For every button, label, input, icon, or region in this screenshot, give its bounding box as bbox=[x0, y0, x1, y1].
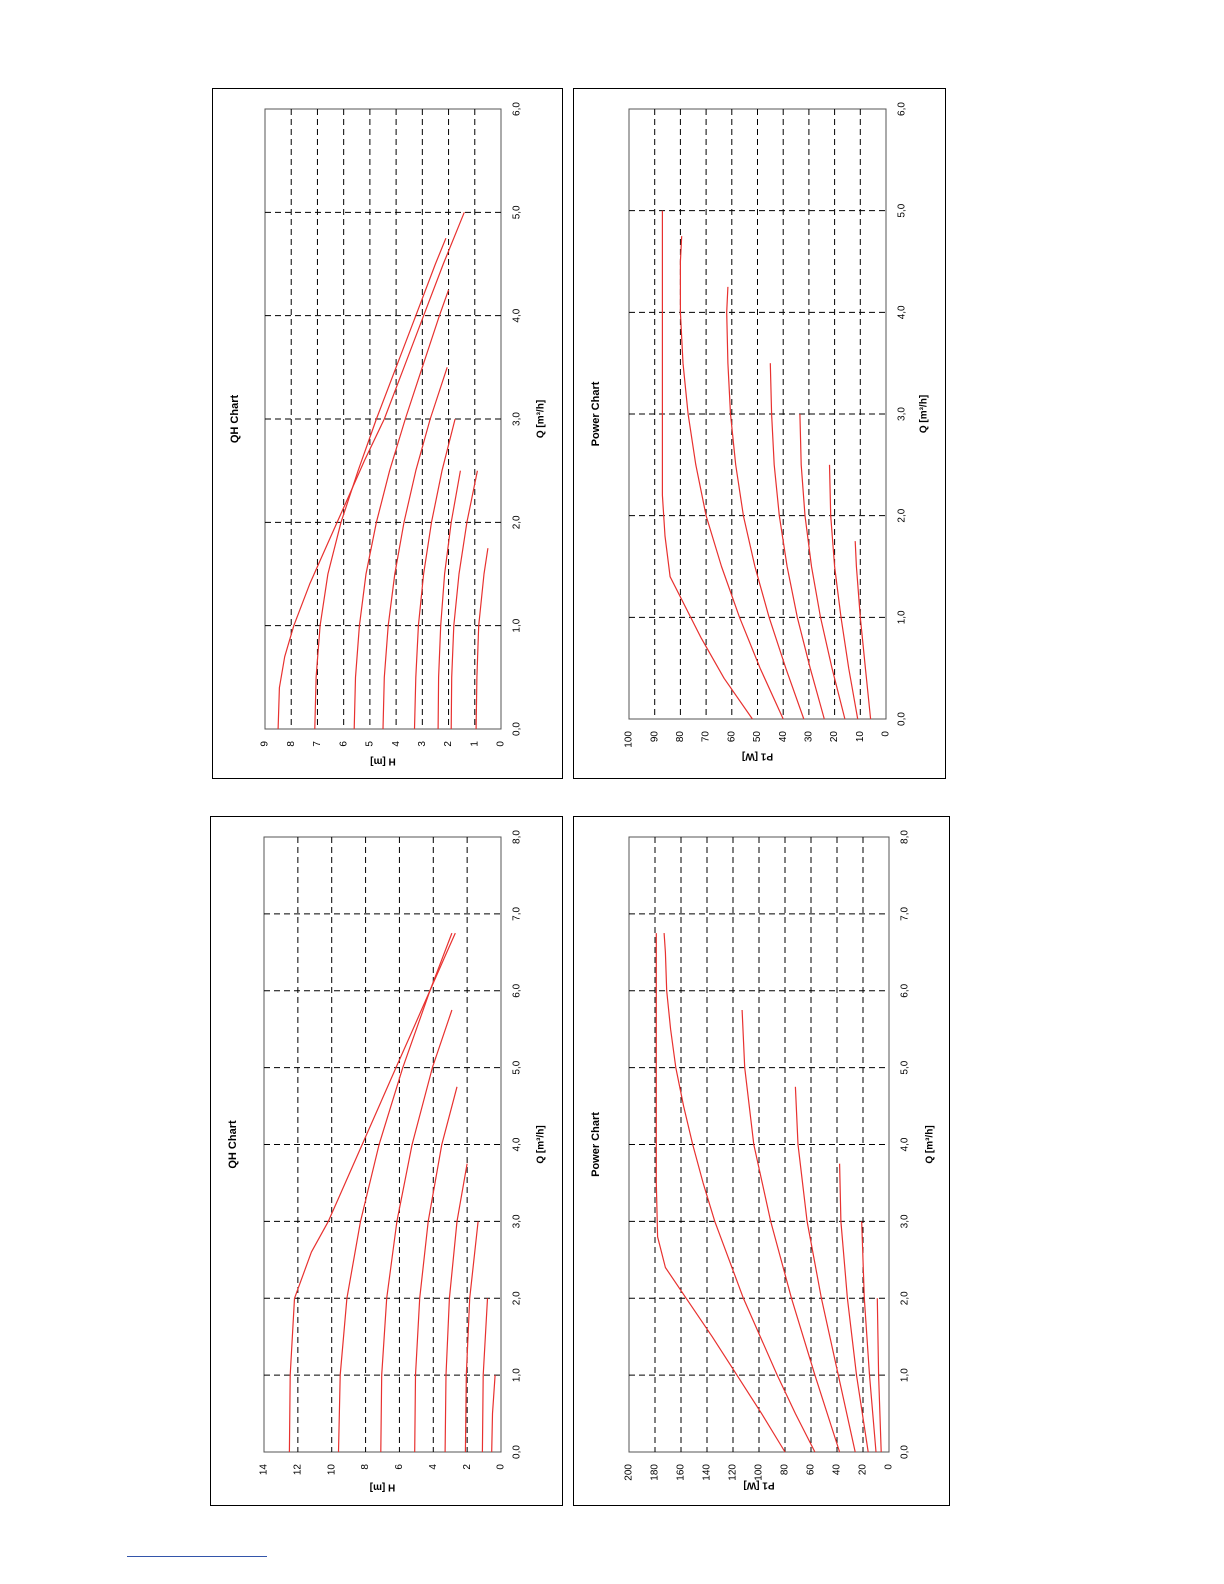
x-tick-label: 7,0 bbox=[899, 906, 911, 921]
y-tick-label: 10 bbox=[326, 1464, 338, 1476]
series-line-8 bbox=[476, 548, 488, 729]
qh-chart-1 bbox=[213, 89, 562, 778]
y-tick-label: 90 bbox=[649, 731, 661, 743]
series-line-2 bbox=[664, 933, 815, 1452]
x-axis-label: Q [m³/h] bbox=[535, 1125, 547, 1164]
y-tick-label: 100 bbox=[753, 1464, 765, 1481]
x-axis-label: Q [m³/h] bbox=[535, 399, 547, 439]
y-tick-label: 40 bbox=[831, 1464, 843, 1476]
x-tick-label: 7,0 bbox=[511, 906, 523, 921]
x-tick-label: 8,0 bbox=[511, 830, 523, 844]
series-line-7 bbox=[855, 541, 870, 719]
x-tick-label: 4,0 bbox=[896, 305, 908, 320]
y-tick-label: 140 bbox=[701, 1464, 713, 1481]
y-tick-label: 0 bbox=[495, 1464, 507, 1470]
y-tick-label: 8 bbox=[285, 741, 297, 747]
x-tick-label: 1,0 bbox=[511, 1368, 523, 1383]
series-line-1 bbox=[289, 933, 455, 1452]
series-line-3 bbox=[727, 287, 804, 719]
series-line-8 bbox=[492, 1375, 495, 1452]
y-axis-label: P1 [W] bbox=[741, 750, 774, 762]
series-line-1 bbox=[278, 212, 464, 729]
x-tick-label: 0,0 bbox=[899, 1445, 911, 1459]
x-tick-label: 6,0 bbox=[511, 983, 523, 998]
y-tick-label: 80 bbox=[779, 1464, 791, 1476]
y-tick-label: 20 bbox=[857, 1464, 869, 1476]
y-axis-label: H [m] bbox=[370, 755, 396, 767]
y-tick-label: 2 bbox=[461, 1464, 473, 1470]
y-tick-label: 40 bbox=[777, 731, 789, 743]
y-tick-label: 50 bbox=[752, 731, 764, 743]
y-tick-label: 0 bbox=[495, 741, 507, 747]
series-line-1 bbox=[662, 211, 752, 719]
y-tick-label: 8 bbox=[360, 1464, 372, 1470]
power-chart-panel-2 bbox=[573, 816, 950, 1506]
y-tick-label: 30 bbox=[803, 731, 815, 743]
x-axis-label: Q [m³/h] bbox=[924, 1125, 936, 1164]
series-line-7 bbox=[451, 471, 477, 729]
x-tick-label: 4,0 bbox=[899, 1137, 911, 1152]
chart-title: QH Chart bbox=[226, 1120, 239, 1169]
y-tick-label: 80 bbox=[675, 731, 687, 743]
y-tick-label: 200 bbox=[623, 1464, 635, 1481]
y-tick-label: 2 bbox=[443, 741, 455, 747]
y-tick-label: 3 bbox=[416, 741, 428, 747]
y-tick-label: 70 bbox=[700, 731, 712, 743]
power-chart-panel-1 bbox=[573, 88, 946, 779]
footnote-rule bbox=[127, 1556, 267, 1557]
x-tick-label: 3,0 bbox=[896, 407, 908, 421]
series-line-3 bbox=[381, 1010, 452, 1452]
qh-chart-panel-1 bbox=[212, 88, 563, 779]
series-line-2 bbox=[339, 933, 452, 1452]
y-axis-label: P1 [W] bbox=[743, 1479, 775, 1491]
chart-title: Power Chart bbox=[589, 381, 602, 447]
x-tick-label: 8,0 bbox=[899, 830, 911, 844]
x-tick-label: 5,0 bbox=[899, 1060, 911, 1075]
series-line-1 bbox=[656, 933, 785, 1452]
y-tick-label: 20 bbox=[829, 731, 841, 743]
series-line-2 bbox=[680, 236, 783, 719]
y-tick-label: 120 bbox=[727, 1464, 739, 1481]
x-tick-label: 2,0 bbox=[511, 515, 523, 530]
x-tick-label: 3,0 bbox=[511, 412, 523, 426]
y-tick-label: 4 bbox=[390, 741, 402, 747]
y-tick-label: 10 bbox=[854, 731, 866, 743]
power-chart-1 bbox=[574, 89, 945, 778]
series-line-5 bbox=[840, 1164, 869, 1452]
qh-chart-2 bbox=[211, 817, 562, 1505]
y-tick-label: 9 bbox=[259, 741, 271, 747]
y-tick-label: 6 bbox=[338, 741, 350, 747]
series-line-2 bbox=[315, 238, 446, 729]
power-chart-2 bbox=[574, 817, 949, 1505]
y-tick-label: 0 bbox=[883, 1464, 895, 1470]
series-line-3 bbox=[742, 1010, 840, 1452]
series-line-5 bbox=[800, 414, 845, 719]
x-tick-label: 0,0 bbox=[511, 722, 523, 736]
y-tick-label: 160 bbox=[675, 1464, 687, 1481]
series-line-4 bbox=[415, 1087, 457, 1452]
x-tick-label: 2,0 bbox=[511, 1291, 523, 1306]
qh-chart-panel-2 bbox=[210, 816, 563, 1506]
x-tick-label: 4,0 bbox=[511, 1137, 523, 1152]
y-tick-label: 60 bbox=[805, 1464, 817, 1476]
x-tick-label: 6,0 bbox=[899, 983, 911, 998]
series-line-5 bbox=[445, 1164, 467, 1452]
series-line-4 bbox=[770, 363, 824, 719]
x-tick-label: 1,0 bbox=[511, 618, 523, 633]
x-tick-label: 2,0 bbox=[899, 1291, 911, 1306]
x-tick-label: 5,0 bbox=[511, 205, 523, 220]
y-tick-label: 14 bbox=[258, 1464, 270, 1476]
x-tick-label: 5,0 bbox=[511, 1060, 523, 1075]
y-tick-label: 180 bbox=[649, 1464, 661, 1481]
x-tick-label: 4,0 bbox=[511, 308, 523, 323]
series-line-6 bbox=[862, 1221, 876, 1452]
x-tick-label: 6,0 bbox=[896, 102, 908, 116]
y-tick-label: 4 bbox=[427, 1464, 439, 1470]
series-line-4 bbox=[383, 367, 447, 729]
y-tick-label: 100 bbox=[623, 731, 635, 748]
y-axis-label: H [m] bbox=[369, 1481, 396, 1493]
y-tick-label: 60 bbox=[726, 731, 738, 743]
x-tick-label: 6,0 bbox=[511, 102, 523, 116]
y-tick-label: 6 bbox=[394, 1464, 406, 1470]
series-line-6 bbox=[438, 471, 460, 729]
y-tick-label: 7 bbox=[312, 741, 324, 747]
x-tick-label: 0,0 bbox=[896, 712, 908, 726]
x-tick-label: 3,0 bbox=[511, 1214, 523, 1229]
series-line-4 bbox=[795, 1087, 855, 1452]
x-tick-label: 3,0 bbox=[899, 1214, 911, 1229]
x-tick-label: 5,0 bbox=[896, 203, 908, 218]
x-axis-label: Q [m³/h] bbox=[918, 394, 930, 434]
y-tick-label: 0 bbox=[880, 731, 892, 737]
x-tick-label: 1,0 bbox=[896, 610, 908, 625]
chart-title: Power Chart bbox=[589, 1112, 602, 1177]
y-tick-label: 5 bbox=[364, 741, 376, 747]
x-tick-label: 0,0 bbox=[511, 1445, 523, 1459]
y-tick-label: 1 bbox=[469, 741, 481, 747]
chart-title: QH Chart bbox=[228, 394, 241, 444]
series-line-6 bbox=[830, 465, 858, 719]
x-tick-label: 2,0 bbox=[896, 508, 908, 523]
y-tick-label: 12 bbox=[292, 1464, 304, 1476]
x-tick-label: 1,0 bbox=[899, 1368, 911, 1383]
